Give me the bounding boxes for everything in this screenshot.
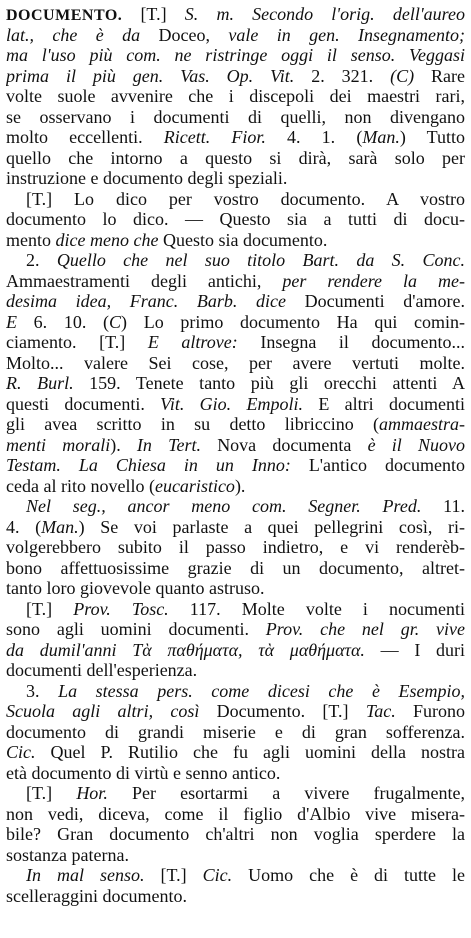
body-text: Nova documenta — [217, 434, 368, 455]
italic-text: Man. — [41, 516, 79, 537]
body-text: [T.] — [26, 598, 74, 619]
body-text: sostanza paterna. — [6, 844, 129, 865]
body-text: gli avea scritto in su detto libriccino ( — [6, 414, 379, 434]
entry-line — [6, 496, 465, 517]
italic-text: Prov. Tosc. — [73, 598, 190, 619]
body-text: Documento. [T.] — [216, 701, 366, 721]
italic-text: prima il più gen. Vas. Op. Vit. — [6, 65, 312, 86]
italic-text: Vit. Gio. Empoli. — [160, 393, 319, 414]
entry-line — [6, 865, 465, 886]
entry-line — [6, 886, 465, 907]
entry-line — [6, 599, 465, 620]
body-text: 6. 10. ( — [33, 311, 110, 332]
italic-text: Τὰ παθήματα, τὰ μαθήματα. — [132, 639, 381, 660]
entry-line — [6, 804, 465, 825]
body-text: tanto loro giovevole quanto astruso. — [6, 578, 265, 598]
entry-line — [6, 783, 465, 804]
italic-text: menti morali — [6, 434, 111, 455]
body-text: — I duri — [380, 639, 465, 660]
body-text: L'antico documento — [308, 455, 465, 475]
body-text: 4. ( — [6, 516, 42, 537]
body-text: Questo sia documento. — [162, 229, 328, 250]
entry-line — [6, 66, 465, 87]
body-text: ) Se voi parlaste a quei pellegrini così, ri- — [78, 516, 465, 537]
body-text: se osservano i documenti di quelli, non divengano — [6, 106, 465, 127]
body-text: Furono — [412, 701, 465, 721]
italic-text: La stessa pers. come dicesi che è Esempio, — [58, 680, 465, 701]
body-text: 11. — [443, 496, 465, 516]
italic-text: Testam. La Chiesa in un Inno: — [6, 455, 309, 475]
body-text: Documenti d'amore. — [304, 291, 465, 311]
body-text: Rare — [431, 65, 465, 86]
italic-text: è il Nuovo — [367, 434, 465, 455]
entry-line — [6, 189, 465, 210]
body-text: sono agli uomini documenti. — [6, 619, 266, 639]
entry-line — [6, 681, 465, 702]
body-text: ceda al rito novello ( — [6, 475, 155, 496]
body-text: [T.] — [26, 783, 77, 803]
entry-line — [6, 4, 465, 25]
entry-line — [6, 845, 465, 866]
italic-text: (C) — [390, 65, 432, 86]
italic-text: Prov. che nel gr. vive — [265, 619, 465, 639]
entry-line — [6, 476, 465, 497]
italic-text: Nel seg., ancor meno com. Segner. Pred. — [26, 496, 444, 516]
body-text: Ammaestramenti degli antichi, — [6, 270, 283, 291]
italic-text: dice meno che — [55, 229, 163, 250]
entry-line — [6, 701, 465, 722]
body-text: ) Lo primo documento Ha qui comin- — [121, 311, 465, 332]
entry-line — [6, 640, 465, 661]
italic-text: ma l'uso più com. ne ristringe oggi il senso. Veggasi — [6, 45, 465, 65]
body-text: mento — [6, 229, 56, 250]
entry-line — [6, 763, 465, 784]
body-text: ). — [110, 434, 137, 455]
italic-text: vale in gen. Insegnamento; — [228, 24, 465, 45]
body-text: Per esortarmi a vivere frugalmente, — [131, 783, 465, 803]
dictionary-entry-documento — [6, 4, 465, 906]
entry-line — [6, 824, 465, 845]
entry-line — [6, 312, 465, 333]
entry-line — [6, 271, 465, 292]
headword: DOCUMENTO. — [6, 7, 123, 24]
entry-line — [6, 373, 465, 394]
entry-line — [6, 722, 465, 743]
italic-text: Tac. — [365, 701, 413, 721]
entry-line — [6, 394, 465, 415]
body-text: non vedi, diceva, come il figlio d'Albio vive misera- — [6, 803, 465, 824]
body-text: scelleraggini documento. — [6, 885, 187, 906]
entry-line — [6, 619, 465, 640]
italic-text: In Tert. — [136, 434, 218, 455]
entry-line — [6, 558, 465, 579]
body-text: ciamento. [T.] — [6, 332, 148, 352]
italic-text: Cic. — [202, 865, 249, 885]
italic-text: eucaristico — [154, 475, 235, 496]
entry-line — [6, 230, 465, 251]
entry-line — [6, 332, 465, 353]
entry-line — [6, 578, 465, 599]
body-text: E altri documenti — [318, 393, 465, 414]
body-text: volgerebbero subito il passo indietro, e vi renderèb- — [6, 537, 465, 557]
entry-line — [6, 45, 465, 66]
body-text: bono affettuosissime grazie di un documento, altret- — [6, 557, 465, 578]
italic-text: da dumil'anni — [6, 639, 133, 660]
body-text: ). — [234, 475, 246, 496]
entry-line — [6, 291, 465, 312]
body-text: età documento di virtù e senno antico. — [6, 762, 281, 783]
entry-line — [6, 353, 465, 374]
body-text: 159. Tenete tanto più gli orecchi attenti A — [89, 373, 465, 393]
body-text: ) Tutto — [399, 127, 465, 147]
body-text: bile? Gran documento ch'altri non voglia sperdere la — [6, 824, 465, 844]
entry-line — [6, 86, 465, 107]
entry-line — [6, 660, 465, 681]
body-text: 2. — [26, 250, 57, 270]
entry-line — [6, 517, 465, 538]
body-text: Doceo, — [158, 24, 229, 45]
body-text: quello che intorno a questo si dirà, sarà solo per — [6, 147, 465, 168]
entry-line — [6, 25, 465, 46]
body-text: 2. 321. — [311, 65, 391, 86]
body-text: Molto... valere Sei cose, per avere vertuti molte. — [6, 352, 465, 373]
body-text: 117. Molte volte i nocumenti — [189, 598, 465, 619]
entry-line — [6, 107, 465, 128]
italic-text: E — [6, 311, 34, 332]
italic-text: Man. — [362, 127, 400, 147]
entry-line — [6, 250, 465, 271]
entry-line — [6, 148, 465, 169]
body-text: Quel P. Rutilio che fu agli uomini della nostra — [50, 742, 465, 762]
body-text: questi documenti. — [6, 393, 161, 414]
italic-text: E altrove: — [147, 332, 261, 352]
entry-line — [6, 127, 465, 148]
italic-text: Ricett. Fior. — [163, 127, 288, 147]
body-text: instruzione e documento degli speziali. — [6, 168, 288, 188]
entry-line — [6, 209, 465, 230]
entry-line — [6, 435, 465, 456]
body-text: 4. 1. ( — [287, 127, 363, 147]
entry-line — [6, 742, 465, 763]
body-text: molto eccellenti. — [6, 127, 164, 147]
italic-text: Cic. — [6, 742, 51, 762]
entry-line — [6, 168, 465, 189]
italic-text: C — [109, 311, 122, 332]
body-text: volte suole avvenire che i discepoli dei maestri rari, — [6, 86, 465, 106]
italic-text: desima idea, Franc. Barb. dice — [6, 291, 305, 311]
entry-line — [6, 414, 465, 435]
italic-text: Hor. — [76, 783, 132, 803]
entry-line — [6, 537, 465, 558]
italic-text: S. m. Secondo l'orig. dell'aureo — [184, 4, 465, 24]
body-text: documenti dell'esperienza. — [6, 660, 198, 680]
body-text: documento lo dico. — Questo sia a tutti di docu- — [6, 209, 465, 229]
italic-text: Quello che nel suo titolo Bart. da S. Conc. — [56, 250, 465, 270]
body-text: Insegna il documento... — [260, 332, 465, 352]
italic-text: lat., che è da — [6, 24, 159, 45]
body-text: 3. — [26, 680, 59, 701]
italic-text: In mal senso. — [26, 865, 161, 885]
body-text: [T.] — [160, 865, 203, 885]
entry-line — [6, 455, 465, 476]
body-text: [T.] Lo dico per vostro documento. A vostro — [26, 188, 465, 209]
body-text: [T.] — [122, 4, 185, 24]
italic-text: ammaestra- — [379, 414, 465, 434]
body-text: documento di grandi miserie e di gran sofferenza. — [6, 721, 465, 742]
italic-text: Scuola agli altri, così — [6, 701, 217, 721]
italic-text: R. Burl. — [6, 373, 90, 393]
italic-text: per rendere la me- — [282, 270, 465, 291]
body-text: Uomo che è di tutte le — [248, 865, 465, 885]
